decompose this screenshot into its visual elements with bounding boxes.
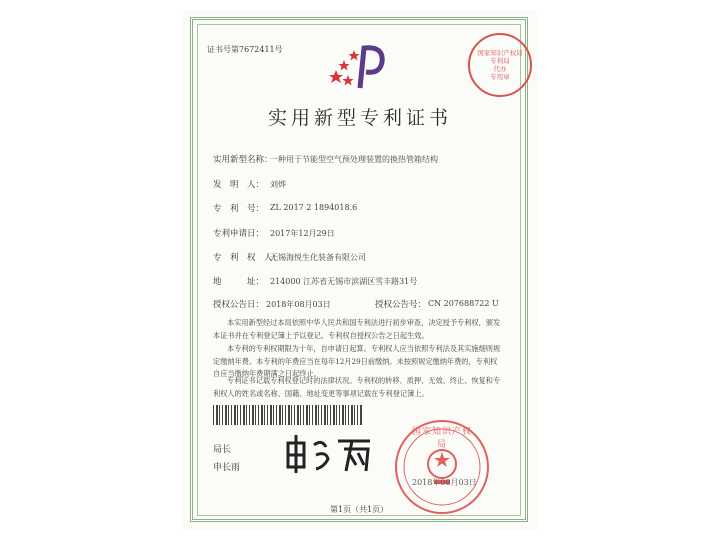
director-name: 申长雨 [213,463,241,473]
body-paragraph: 专利证书记载专利权登记时的法律状况。专利权的转移、质押、无效、终止、恢复和专利权人的姓名或名称、国籍、地址变更等事项记载在专利登记簿上。 [213,376,501,398]
grant-date-value: 2018年08月03日 [266,300,331,309]
stamp-line: 国家知识产权局 [477,49,523,57]
field-value-name: 一种用于节能型空气预处理装置的换热管箱结构 [270,155,438,164]
director-title: 局长 [213,445,232,455]
grant-date-label: 授权公告日： [213,300,265,310]
certificate-title: 实用新型专利证书 [267,107,452,129]
patent-logo-icon [328,40,392,92]
grant-no-label: 授权公告号： [375,300,427,310]
field-value-inventor: 刘烨 [270,180,286,189]
body-paragraph: 本专利的专利权期限为十年，自申请日起算。专利权人应当依照专利法及其实施细则规定缴纳年费。本专利的年费应当在每年12月29日前缴纳。未按照规定缴纳年费的，专利权自应当缴纳年费期满之日起终止。 [213,344,501,378]
field-label-inventor: 发 明 人： [213,180,265,190]
field-label-filing-date: 专利申请日： [213,229,265,239]
stamp-line: 代办 [493,65,507,73]
barcode-icon [213,405,363,425]
field-label-address: 地 址： [213,277,265,287]
director-signature-icon [282,433,374,475]
field-value-filing-date: 2017年12月29日 [270,229,335,238]
field-label-holder: 专 利 权 人： [213,253,282,263]
agency-stamp [468,33,532,97]
stamp-line: 专用章 [490,73,510,81]
field-value-patent-no: ZL 2017 2 1894018.6 [270,203,358,212]
field-value-address: 214000 江苏省无锡市滨湖区雪丰路31号 [270,277,418,286]
stamp-line: 专利局 [490,57,510,65]
seal-date: 2018年08月03日 [412,478,477,487]
field-label-patent-no: 专 利 号： [213,204,265,214]
page-footer: 第1页（共1页） [330,505,389,514]
certificate-number: 证书号第7672411号 [207,45,283,54]
seal-text: 国家知识产权局 [411,427,472,450]
field-label-name: 实用新型名称： [213,155,273,165]
grant-no-value: CN 207688722 U [428,299,499,308]
field-value-holder: 无锡海悦生化装备有限公司 [270,253,366,262]
body-paragraph: 本实用新型经过本局依照中华人民共和国专利法进行初步审查，决定授予专利权，颁发本证书并在专利登记簿上予以登记。专利权自授权公告之日起生效。 [213,318,501,340]
